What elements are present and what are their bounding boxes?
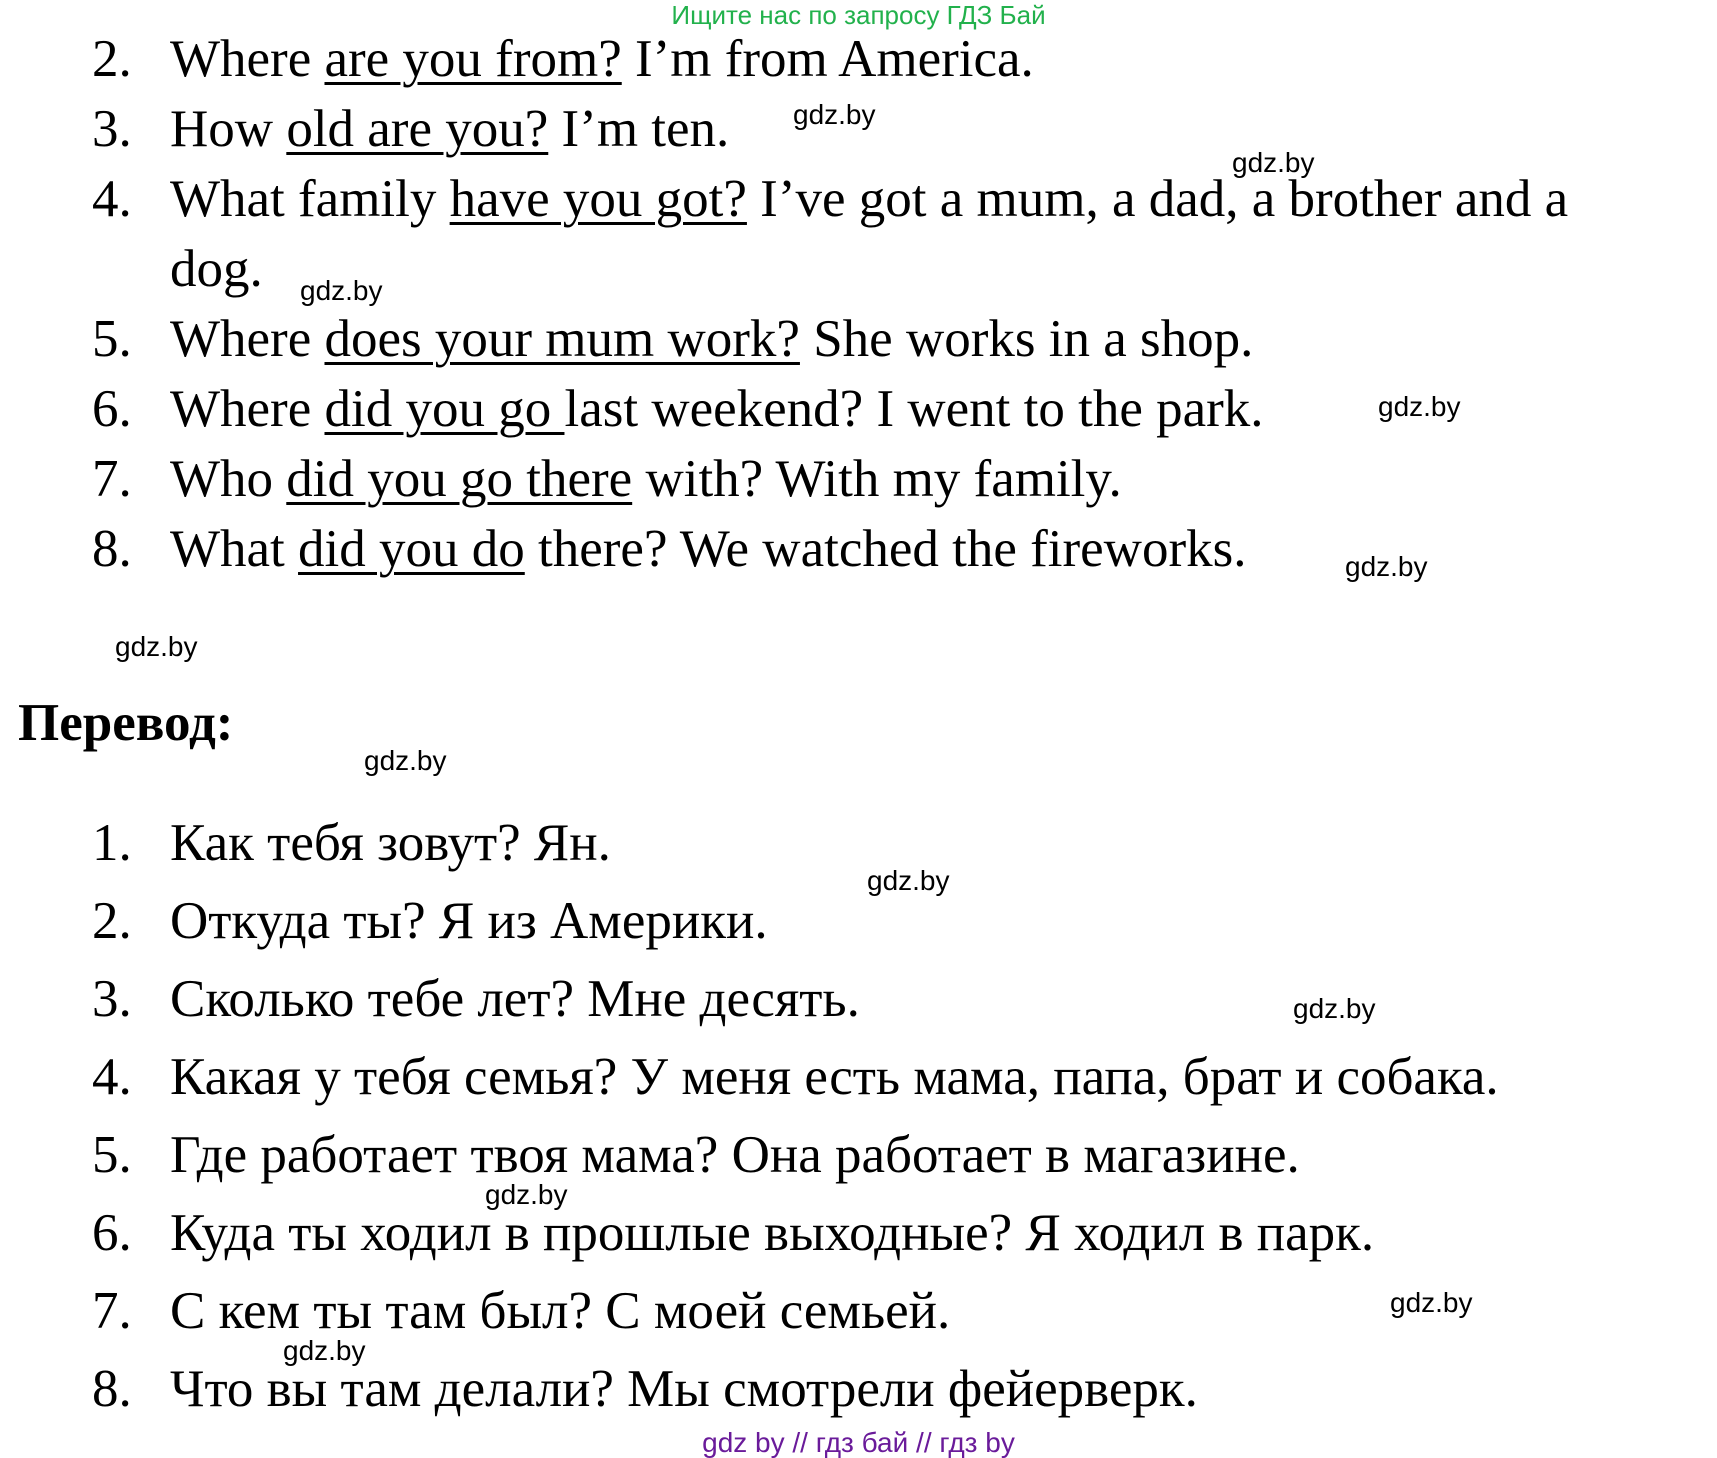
item-number: 1. [92, 814, 132, 872]
item-text: С кем ты там был? С моей семьей. [170, 1282, 951, 1340]
item-number: 8. [92, 1360, 132, 1418]
item-number: 4. [92, 1048, 132, 1106]
watermark: gdz.by [867, 865, 950, 896]
watermark: gdz.by [1232, 147, 1315, 178]
top-banner: Ищите нас по запросу ГДЗ Бай [671, 0, 1046, 30]
underlined-answer: did you go [324, 380, 565, 438]
item-number: 2. [92, 30, 132, 88]
watermark: gdz.by [1378, 391, 1461, 422]
item-text: Who did you go there with? With my family. [170, 450, 1122, 508]
watermark: gdz.by [300, 275, 383, 306]
item-number: 3. [92, 100, 132, 158]
item-number: 4. [92, 170, 132, 228]
item-number: 8. [92, 520, 132, 578]
item-number: 2. [92, 892, 132, 950]
bottom-banner: gdz by // гдз бай // гдз by [702, 1427, 1015, 1458]
watermark: gdz.by [485, 1179, 568, 1210]
item-number: 5. [92, 310, 132, 368]
item-text: Откуда ты? Я из Америки. [170, 892, 768, 950]
item-text: Как тебя зовут? Ян. [170, 814, 611, 872]
item-text: Where does your mum work? She works in a shop. [170, 310, 1254, 368]
item-number: 5. [92, 1126, 132, 1184]
translation-heading: Перевод: [18, 694, 234, 752]
item-number: 6. [92, 380, 132, 438]
english-item-4-continuation: dog. [170, 240, 263, 298]
underlined-answer: does your mum work? [324, 310, 800, 368]
underlined-answer: are you from? [324, 30, 622, 88]
item-text: What did you do there? We watched the fireworks. [170, 520, 1247, 578]
item-text: Сколько тебе лет? Мне десять. [170, 970, 860, 1028]
item-text: Where are you from? I’m from America. [170, 30, 1034, 88]
item-text: Where did you go last weekend? I went to the park. [170, 380, 1264, 438]
watermark: gdz.by [1345, 551, 1428, 582]
item-number: 7. [92, 450, 132, 508]
underlined-answer: did you do [298, 520, 525, 578]
underlined-answer: old are you? [286, 100, 549, 158]
item-text: Какая у тебя семья? У меня есть мама, папа, брат и собака. [170, 1048, 1499, 1106]
item-text: How old are you? I’m ten. [170, 100, 730, 158]
item-number: 6. [92, 1204, 132, 1262]
watermark: gdz.by [364, 745, 447, 776]
item-text: Куда ты ходил в прошлые выходные? Я ходил в парк. [170, 1204, 1375, 1262]
item-text: Что вы там делали? Мы смотрели фейерверк. [170, 1360, 1198, 1418]
watermark: gdz.by [1293, 993, 1376, 1024]
item-number: 3. [92, 970, 132, 1028]
underlined-answer: have you got? [449, 170, 747, 228]
watermark: gdz.by [115, 631, 198, 662]
watermark: gdz.by [1390, 1287, 1473, 1318]
item-text: What family have you got? I’ve got a mum, a dad, a brother and a [170, 170, 1569, 228]
underlined-answer: did you go there [286, 450, 633, 508]
item-number: 7. [92, 1282, 132, 1340]
item-text: Где работает твоя мама? Она работает в магазине. [170, 1126, 1300, 1184]
watermark: gdz.by [793, 99, 876, 130]
watermark: gdz.by [283, 1335, 366, 1366]
